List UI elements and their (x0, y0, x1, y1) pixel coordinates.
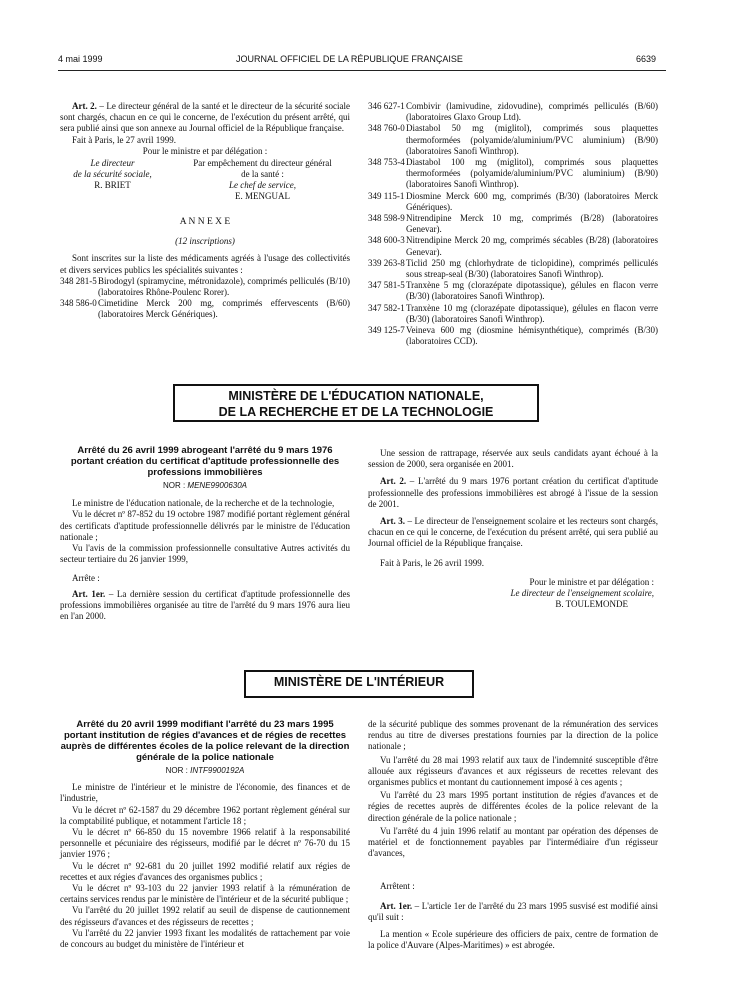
education-sig-title: Le directeur de l'enseignement scolaire, (510, 588, 654, 599)
medicament-code: 347 581-5 (368, 280, 405, 291)
interior-arretent: Arrêtent : (380, 881, 415, 892)
art1-label: Art. 1er. (72, 588, 106, 599)
ministry-education-line1: MINISTÈRE DE L'ÉDUCATION NATIONALE, (228, 389, 484, 403)
medicament-code: 348 281-5 (60, 275, 97, 286)
education-art3 (368, 516, 658, 550)
annexe-inscriptions: (12 inscriptions) (175, 236, 235, 247)
education-arrete: Arrête : (72, 573, 100, 584)
article-2-label: Art. 2. (72, 101, 97, 111)
medicament-list-left (60, 276, 350, 321)
annexe-intro: Sont inscrites sur la liste des médicaments agréés à l'usage des collectivités et divers services publics les spécialités suivantes : (60, 253, 350, 275)
ministry-education-line2: DE LA RECHERCHE ET DE LA TECHNOLOGIE (218, 405, 494, 419)
art3-text: – Le directeur de l'enseignement scolaire et les recteurs sont chargés, chacun en ce qui le concerne, de l'exécution du présent arrêté, qui sera publié au Journal officiel de la République française. (368, 516, 658, 549)
education-arrete-title: Arrêté du 26 avril 1999 abrogeant l'arrêté du 9 mars 1976 portant création du certificat d'aptitude professionnelle des professions immobilières (70, 445, 340, 478)
nor-code: INTF9900192A (190, 766, 245, 775)
ministry-interior-banner (244, 670, 474, 698)
interior-r1: de la sécurité publique des sommes provenant de la rémunération des services rendus au titre de diverses prestations fournies par la direction de la police nationale ; (368, 719, 658, 752)
article-2-text: – Le directeur général de la santé et le directeur de la sécurité sociale sont chargés, chacun en ce qui le concerne, de l'exécution du présent arrêté, qui sera publié ainsi que son annexe au Journal officiel de la République française. (60, 101, 350, 134)
medicament-text: Cimetidine Merck 200 mg, comprimés effervescents (B/60) (laboratoires Merck Génériques). (98, 298, 350, 320)
header-journal: JOURNAL OFFICIEL DE LA RÉPUBLIQUE FRANÇAISE (236, 54, 463, 64)
education-art2 (368, 476, 658, 510)
interior-column-right (368, 719, 658, 951)
medicament-entry (368, 325, 658, 347)
medicament-code: 349 125-7 (368, 325, 405, 336)
education-nor (60, 480, 350, 491)
medicament-code: 347 582-1 (368, 302, 405, 313)
education-column-right (368, 448, 658, 610)
nor-label: NOR : (162, 481, 188, 490)
signature-left-title2: de la sécurité sociale, (73, 169, 152, 180)
medicament-entry (368, 235, 658, 257)
medicament-code: 348 598-9 (368, 213, 405, 224)
signature-left-title: Le directeur (90, 158, 135, 169)
signature-left (60, 158, 165, 202)
medicament-code: 348 600-3 (368, 235, 405, 246)
ministry-interior-line1: MINISTÈRE DE L'INTÉRIEUR (273, 675, 445, 689)
annexe-heading: A N N E X E (179, 217, 231, 228)
interior-nor (60, 765, 350, 776)
interior-r3: Vu l'arrêté du 23 mars 1995 portant institution de régies d'avances et de régies de recettes auprès de différentes écoles de la police relevant de la direction générale de la police nationale ; (368, 790, 658, 823)
medicament-entry (60, 298, 350, 320)
medicament-code: 339 263-8 (368, 257, 405, 268)
signature-right-title3: Le chef de service, (229, 180, 296, 191)
medicament-entry (368, 280, 658, 302)
fait-a-paris: Fait à Paris, le 27 avril 1999. (72, 134, 176, 145)
interior-p6: Vu l'arrêté du 20 juillet 1992 relatif au seuil de dispense de cautionnement des régisseurs d'avances et des régisseurs de recettes ; (60, 905, 350, 927)
medicament-text: Ticlid 250 mg (chlorhydrate de ticlopidine), comprimés pelliculés sous streap-seal (B/30) (laboratoires Sanofi Winthrop). (406, 257, 658, 280)
medicament-code: 346 627-1 (368, 101, 405, 111)
education-p1: Le ministre de l'éducation nationale, de la recherche et de la technologie, (72, 498, 335, 509)
art2-label: Art. 2. (380, 476, 407, 487)
medicament-code: 348 586-0 (60, 298, 97, 309)
signature-block (60, 158, 350, 202)
education-column-left (60, 445, 350, 622)
education-fait: Fait à Paris, le 26 avril 1999. (380, 557, 484, 568)
medicament-text: Diastabol 100 mg (miglitol), comprimés sous plaquettes thermoformées (polyamide/aluminium/PVC aluminium) (B/90) (laboratoires Sanofi Winthrop). (406, 157, 658, 190)
interior-p2: Vu le décret nº 62-1587 du 29 décembre 1962 portant règlement général sur la comptabilité publique, et notamment l'article 18 ; (60, 804, 350, 826)
interior-column-left (60, 719, 350, 950)
medicament-text: Diosmine Merck 600 mg, comprimés (B/30) (laboratoires Merck Génériques). (406, 190, 658, 212)
interior-arrete-title: Arrêté du 20 avril 1999 modifiant l'arrêté du 23 mars 1995 portant institution de régies d'avances et de régies de recettes auprès de différentes écoles de la police relevant de la direction générale de la police nationale (60, 719, 350, 763)
education-pour: Pour le ministre et par délégation : (529, 576, 654, 587)
medicament-entry (368, 258, 658, 280)
medicament-text: Birodogyl (spiramycine, métronidazole), comprimés pelliculés (B/10) (laboratoires Rhône-Poulenc Rorer). (98, 275, 350, 298)
medicament-text: Tranxène 5 mg (clorazépate dipotassique), gélules en flacon verre (B/30) (laboratoires Sanofi Winthrop). (406, 280, 658, 302)
medicament-text: Tranxène 10 mg (clorazépate dipotassique), gélules en flacon verre (B/30) (laboratoires Sanofi Winthrop). (406, 302, 658, 324)
medicament-entry (368, 157, 658, 191)
nor-label: NOR : (165, 766, 191, 775)
medicament-code: 349 115-1 (368, 190, 405, 201)
annex-column-right (368, 101, 658, 347)
art1-label: Art. 1er. (380, 900, 413, 911)
nor-code: MENE9900630A (187, 481, 248, 490)
medicament-entry (368, 123, 658, 157)
interior-art1 (368, 901, 658, 923)
medicament-text: Nitrendipine Merck 10 mg, comprimés (B/28) (laboratoires Genevar). (406, 213, 658, 235)
medicament-text: Diastabol 50 mg (miglitol), comprimés sous plaquettes thermoformées (polyamide/aluminium/PVC aluminium) (B/90) (laboratoires Sanofi Winthrop). (406, 123, 658, 156)
medicament-entry (368, 191, 658, 213)
interior-p1: Le ministre de l'intérieur et le ministre de l'économie, des finances et de l'industrie, (60, 782, 350, 804)
education-p2: Vu le décret nº 87-852 du 19 octobre 1987 modifié portant règlement général des certificats d'aptitude professionnelle délivrés par le ministre de l'éducation nationale ; (60, 509, 350, 542)
signature-left-name: R. BRIET (94, 180, 131, 191)
interior-r5: La mention « Ecole supérieure des officiers de paix, centre de formation de la police d'Auvare (Alpes-Maritimes) » est abrogée. (368, 929, 658, 951)
header-rule (58, 70, 666, 71)
signature-right-title2: de la santé : (241, 169, 284, 180)
education-art1 (60, 589, 350, 623)
education-r1: Une session de rattrapage, réservée aux seuls candidats ayant échoué à la session de 2000, sera organisée en 2001. (368, 448, 658, 470)
signature-right-title: Par empêchement du directeur général (193, 158, 332, 169)
medicament-code: 348 753-4 (368, 157, 405, 168)
signature-right (175, 158, 350, 202)
education-sig-name: B. TOULEMONDE (555, 599, 628, 610)
interior-p3: Vu le décret nº 66-850 du 15 novembre 1966 relatif à la responsabilité personnelle et pécuniaire des régisseurs, modifié par le décret nº 76-70 du 15 janvier 1976 ; (60, 827, 350, 860)
ministry-education-banner (173, 384, 539, 422)
interior-p5: Vu le décret nº 93-103 du 22 janvier 1993 relatif à la rémunération de certains services rendus par le ministère de l'intérieur et de la sécurité publique ; (60, 883, 350, 905)
interior-r4: Vu l'arrêté du 4 juin 1996 relatif au montant par opération des dépenses de matériel et de fonctionnement payables par l'intermédiaire d'un régisseur d'avances, (368, 825, 658, 859)
interior-r2: Vu l'arrêté du 28 mai 1993 relatif aux taux de l'indemnité susceptible d'être allouée aux régisseurs d'avances et aux régisseurs de recettes relevant des organismes publics et montant du cautionnement imposé à ces agents ; (368, 754, 658, 788)
art1-text: – L'article 1er de l'arrêté du 23 mars 1995 susvisé est modifié ainsi qu'il suit : (368, 900, 658, 922)
annex-column-left (60, 101, 350, 321)
medicament-code: 348 760-0 (368, 123, 405, 134)
medicament-entry (368, 101, 658, 123)
art2-text: – L'arrêté du 9 mars 1976 portant création du certificat d'aptitude professionnelle des professions immobilières est abrogé à l'issue de la session de 2001. (368, 476, 659, 509)
medicament-entry (368, 213, 658, 235)
medicament-list-right (368, 101, 658, 347)
education-p3: Vu l'avis de la commission professionnelle consultative Autres activités du secteur tertiaire du 26 janvier 1999, (60, 543, 350, 565)
medicament-text: Veineva 600 mg (diosmine hémisynthétique), comprimés (B/30) (laboratoires CCD). (406, 325, 658, 347)
pour-le-ministre: Pour le ministre et par délégation : (142, 145, 268, 156)
medicament-entry (368, 303, 658, 325)
art3-label: Art. 3. (380, 516, 405, 527)
medicament-entry (60, 276, 350, 298)
art1-text: – La dernière session du certificat d'aptitude professionnelle des professions immobilières organisée au titre de l'arrêté du 9 mars 1976 aura lieu en l'an 2000. (60, 588, 350, 622)
interior-p4: Vu le décret nº 92-681 du 20 juillet 1992 modifié relatif aux régies de recettes et aux régies d'avances des organismes publics ; (60, 860, 350, 882)
medicament-text: Nitrendipine Merck 20 mg, comprimés sécables (B/28) (laboratoires Genevar). (406, 235, 658, 257)
medicament-text: Combivir (lamivudine, zidovudine), comprimés pelliculés (B/60) (laboratoires Glaxo Group Ltd). (406, 101, 658, 123)
header-date: 4 mai 1999 (58, 54, 103, 64)
article-2-paragraph (60, 101, 350, 135)
signature-right-name: E. MENGUAL (235, 191, 290, 202)
interior-p7: Vu l'arrêté du 22 janvier 1993 fixant les modalités de rattachement par voie de concours au budget du ministère de l'intérieur et (60, 927, 350, 950)
header-page-number: 6639 (636, 54, 657, 64)
